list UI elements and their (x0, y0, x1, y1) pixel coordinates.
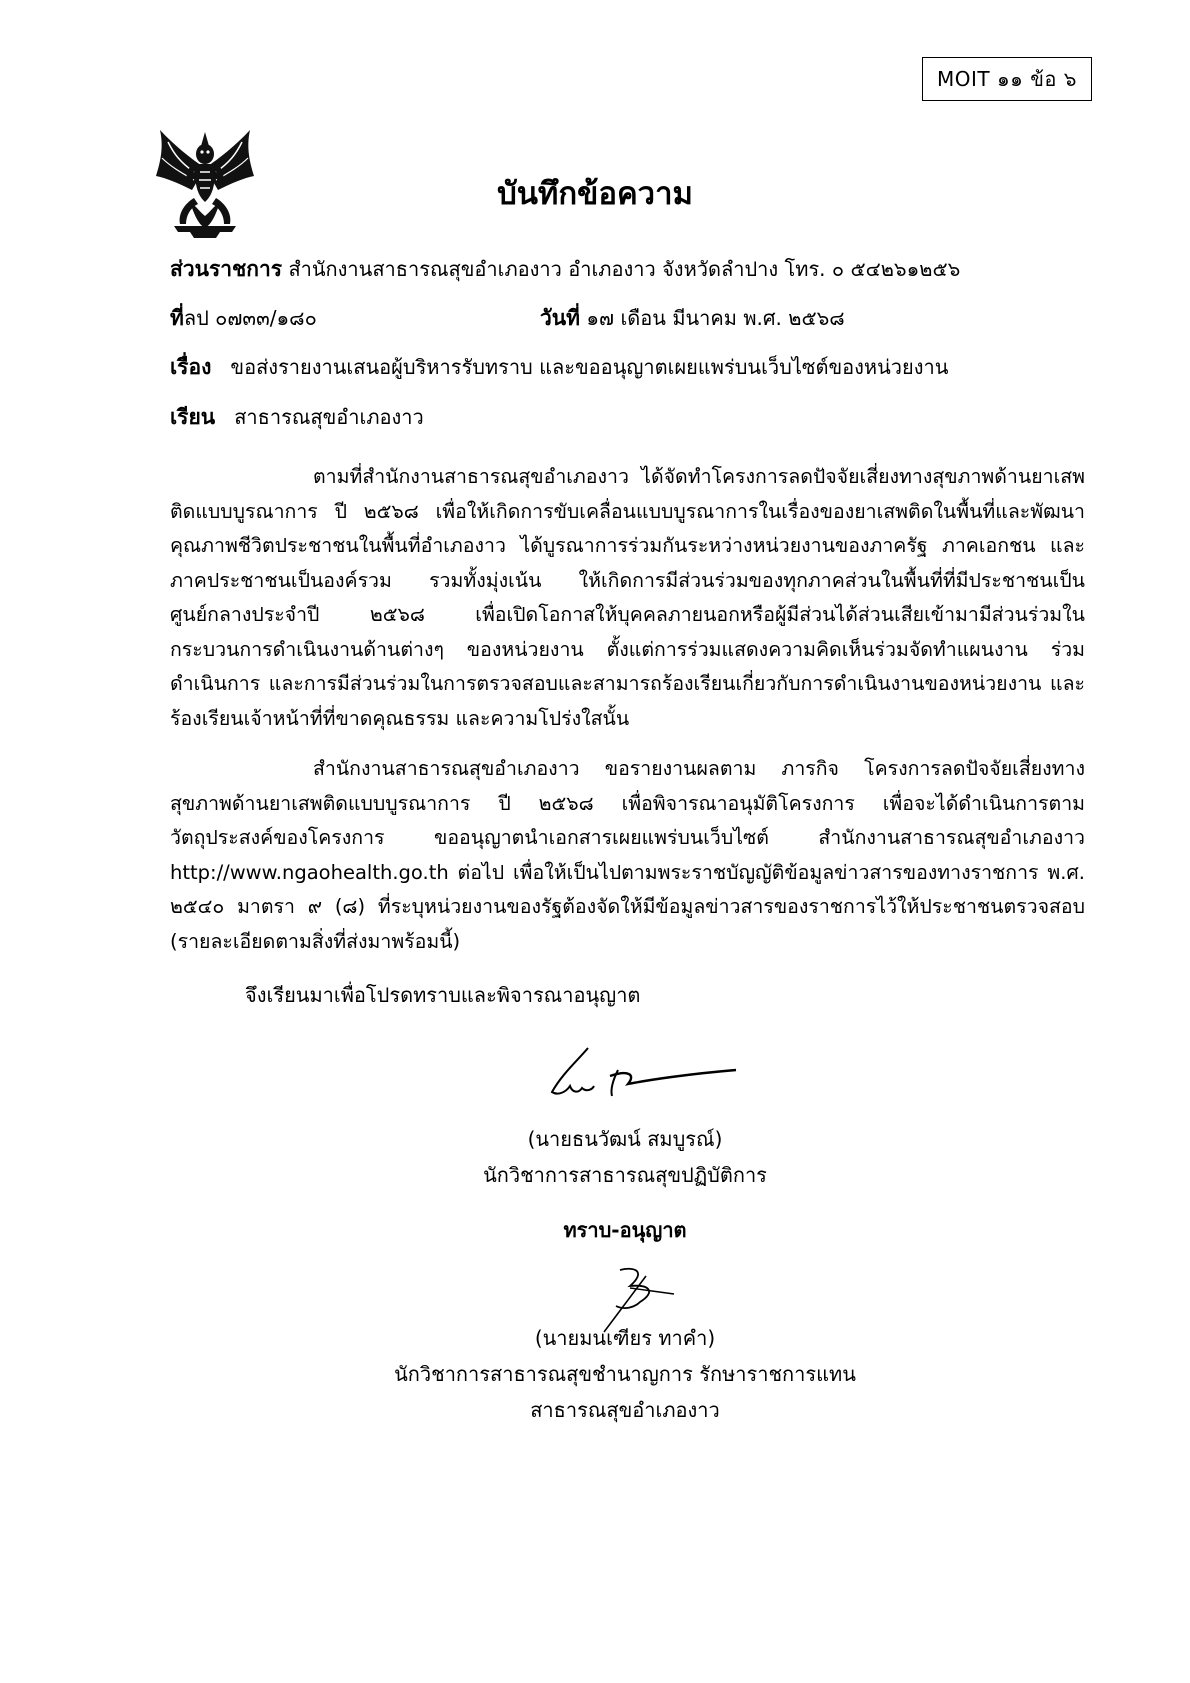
closing-sentence: จึงเรียนมาเพื่อโปรดทราบและพิจารณาอนุญาต (245, 983, 641, 1007)
body-paragraph-1: ตามที่สำนักงานสาธารณสุขอำเภองาว ได้จัดทำโครงการลดปัจจัยเสี่ยงทางสุขภาพด้านยาเสพติดแบบบูรณาการ ปี ๒๕๖๘ เพื่อให้เกิดการขับเคลื่อนแบบบูรณาการในเรื่องของยาเสพติดในพื้นที่และพัฒนาคุณภาพชีวิตประชาชนในพื้นที่อำเภองาว ได้บูรณาการร่วมกันระหว่างหน่วยงานของภาครัฐ ภาคเอกชน และภาคประชาชนเป็นองค์รวม รวมทั้งมุ่งเน้น ให้เกิดการมีส่วนร่วมของทุกภาคส่วนในพื้นที่ที่มีประชาชนเป็นศูนย์กลางประจำปี ๒๕๖๘ เพื่อเปิดโอกาสให้บุคคลภายนอกหรือผู้มีส่วนได้ส่วนเสียเข้ามามีส่วนร่วมในกระบวนการดำเนินงานด้านต่างๆ ของหน่วยงาน ตั้งแต่การร่วมแสดงความคิดเห็นร่วมจัดทำแผนงาน ร่วมดำเนินการ และการมีส่วนร่วมในการตรวจสอบและสามารถร้องเรียนเกี่ยวกับการดำเนินงานของหน่วยงาน และร้องเรียนเจ้าหน้าที่ที่ขาดคุณธรรม และความโปร่งใสนั้น (170, 465, 1085, 730)
recipient-value: สาธารณสุขอำเภองาว (234, 405, 424, 429)
subject-value: ขอส่งรายงานเสนอผู้บริหารรับทราบ และขออนุญาตเผยแพร่บนเว็บไซต์ของหน่วยงาน (230, 355, 949, 379)
agency-value: สำนักงานสาธารณสุขอำเภองาว อำเภองาว จังหวัดลำปาง โทร. ๐ ๕๔๒๖๑๒๕๖ (288, 257, 961, 281)
agency-label: ส่วนราชการ (170, 257, 283, 281)
date-line (540, 304, 845, 332)
signer-2-name: (นายมนเฑียร ทาคำ) (534, 1326, 716, 1350)
agency-line (170, 255, 960, 283)
signature-1-icon (548, 1040, 738, 1105)
reference-line (170, 304, 317, 332)
document-code-box: MOIT ๑๑ ข้อ ๖ (922, 57, 1092, 101)
memo-title: บันทึกข้อความ (497, 176, 693, 212)
recipient-line (170, 403, 424, 431)
reference-label: ที่ (170, 306, 184, 330)
signer-1-position: นักวิชาการสาธารณสุขปฏิบัติการ (483, 1163, 767, 1187)
signer-2-position-2: สาธารณสุขอำเภองาว (530, 1398, 720, 1422)
reference-value: ลป ๐๗๓๓/๑๘๐ (183, 306, 317, 330)
date-value: ๑๗ เดือน มีนาคม พ.ศ. ๒๕๖๘ (586, 306, 845, 330)
signer-2-position: นักวิชาการสาธารณสุขชำนาญการ รักษาราชการแทน (394, 1362, 856, 1386)
signer-1-name: (นายธนวัฒน์ สมบูรณ์) (527, 1127, 723, 1151)
subject-label: เรื่อง (170, 355, 212, 379)
approval-text: ทราบ-อนุญาต (563, 1218, 687, 1242)
recipient-label: เรียน (170, 405, 216, 429)
date-label: วันที่ (540, 306, 580, 330)
body-paragraph-2: สำนักงานสาธารณสุขอำเภองาว ขอรายงานผลตาม ภารกิจ โครงการลดปัจจัยเสี่ยงทางสุขภาพด้านยาเสพติดแบบบูรณาการ ปี ๒๕๖๘ เพื่อพิจารณาอนุมัติโครงการ เพื่อจะได้ดำเนินการตามวัตถุประสงค์ของโครงการ ขออนุญาตนำเอกสารเผยแพร่บนเว็บไซต์ สำนักงานสาธารณสุขอำเภองาว http://www.ngaohealth.go.th ต่อไป เพื่อให้เป็นไปตามพระราชบัญญัติข้อมูลข่าวสารของทางราชการ พ.ศ. ๒๕๔๐ มาตรา ๙ (๘) ที่ระบุหน่วยงานของรัฐต้องจัดให้มีข้อมูลข่าวสารของราชการไว้ให้ประชาชนตรวจสอบ (รายละเอียดตามสิ่งที่ส่งมาพร้อมนี้) (170, 757, 1085, 953)
subject-line (170, 353, 948, 381)
